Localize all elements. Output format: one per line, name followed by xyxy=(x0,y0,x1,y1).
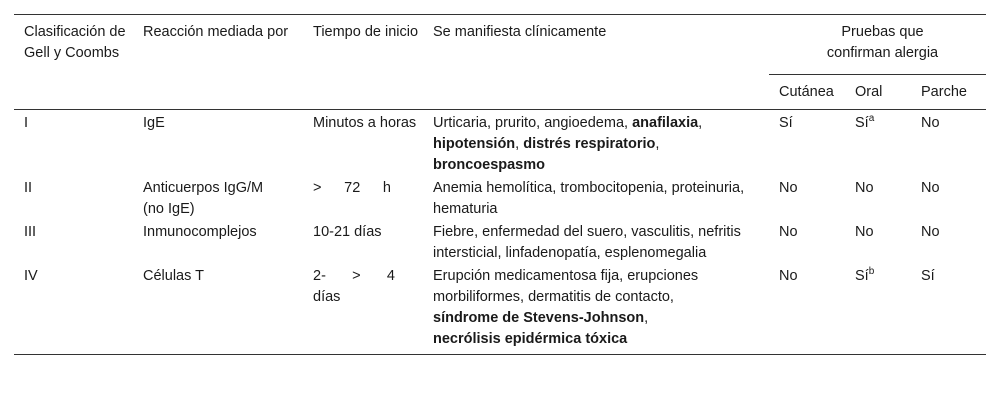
onset-text: días xyxy=(313,289,341,305)
cell-type: II xyxy=(24,180,33,196)
header-skin: Cutánea xyxy=(769,75,855,110)
manifest-bold: hipotensión xyxy=(433,136,516,152)
cell-oral: No xyxy=(855,180,874,196)
manifest-text: , xyxy=(644,310,649,326)
cell-skin: No xyxy=(779,180,798,196)
cell-skin: No xyxy=(769,264,855,355)
cell-manifest: Fiebre, enfermedad del suero, vasculitis, nefritis intersticial, linfadenopatía, esplenomegalia xyxy=(433,224,741,261)
table-row xyxy=(14,176,986,220)
table-row xyxy=(14,220,986,264)
cell-type: IV xyxy=(14,264,143,355)
cell-oral: No xyxy=(855,224,874,240)
cell-manifest xyxy=(433,264,769,355)
cell-oral xyxy=(855,110,921,177)
footnote-marker: b xyxy=(868,266,875,278)
header-tests: Pruebas que confirman alergia xyxy=(769,15,986,75)
table-row xyxy=(14,110,986,177)
header-onset: Tiempo de inicio xyxy=(313,15,433,110)
cell-patch: Sí xyxy=(921,264,986,355)
header-oral: Oral xyxy=(855,75,921,110)
manifest-bold: distrés respiratorio xyxy=(523,136,656,152)
manifest-bold: síndrome de Stevens-Johnson xyxy=(433,310,645,326)
allergy-table-container xyxy=(14,14,986,355)
oral-value: Sí xyxy=(855,115,869,131)
table-row xyxy=(14,264,986,355)
onset-text: 2- > 4 xyxy=(313,268,395,284)
cell-mediated: Anticuerpos IgG/M (no IgE) xyxy=(143,180,264,217)
footnote-marker: a xyxy=(868,113,875,125)
cell-mediated: Células T xyxy=(143,264,313,355)
manifest-text: , xyxy=(698,115,703,131)
cell-patch: No xyxy=(921,115,940,131)
manifest-bold: anafilaxia xyxy=(632,115,699,131)
manifest-bold: necrólisis epidérmica tóxica xyxy=(433,331,628,347)
cell-onset: Minutos a horas xyxy=(313,115,417,131)
cell-skin: Sí xyxy=(779,115,793,131)
header-patch: Parche xyxy=(921,75,986,110)
gell-coombs-table xyxy=(14,14,986,355)
header-classification: Clasificación de Gell y Coombs xyxy=(14,15,143,110)
cell-patch: No xyxy=(921,224,940,240)
cell-onset xyxy=(313,176,433,220)
manifest-text: , xyxy=(655,136,660,152)
cell-manifest xyxy=(433,110,769,177)
cell-manifest: Anemia hemolítica, trombocitopenia, proteinuria, hematuria xyxy=(433,180,745,217)
manifest-text: Erupción medicamentosa fija, erupciones morbiliformes, dermatitis de contacto, xyxy=(433,268,699,305)
cell-skin: No xyxy=(779,224,798,240)
oral-value: Sí xyxy=(855,268,869,284)
cell-patch: No xyxy=(921,180,940,196)
manifest-bold: broncoespasmo xyxy=(433,157,545,173)
cell-type: III xyxy=(24,224,37,240)
cell-oral xyxy=(855,264,921,355)
header-mediated: Reacción mediada por xyxy=(143,15,313,110)
cell-type: I xyxy=(24,115,29,131)
cell-onset: 10-21 días xyxy=(313,224,382,240)
manifest-text: , xyxy=(515,136,524,152)
cell-onset xyxy=(313,264,433,355)
manifest-text: Urticaria, prurito, angioedema, xyxy=(433,115,633,131)
header-manifest: Se manifiesta clínicamente xyxy=(433,15,769,110)
cell-mediated: Inmunocomplejos xyxy=(143,224,257,240)
onset-text: > 72 h xyxy=(313,180,391,196)
cell-mediated: IgE xyxy=(143,115,165,131)
